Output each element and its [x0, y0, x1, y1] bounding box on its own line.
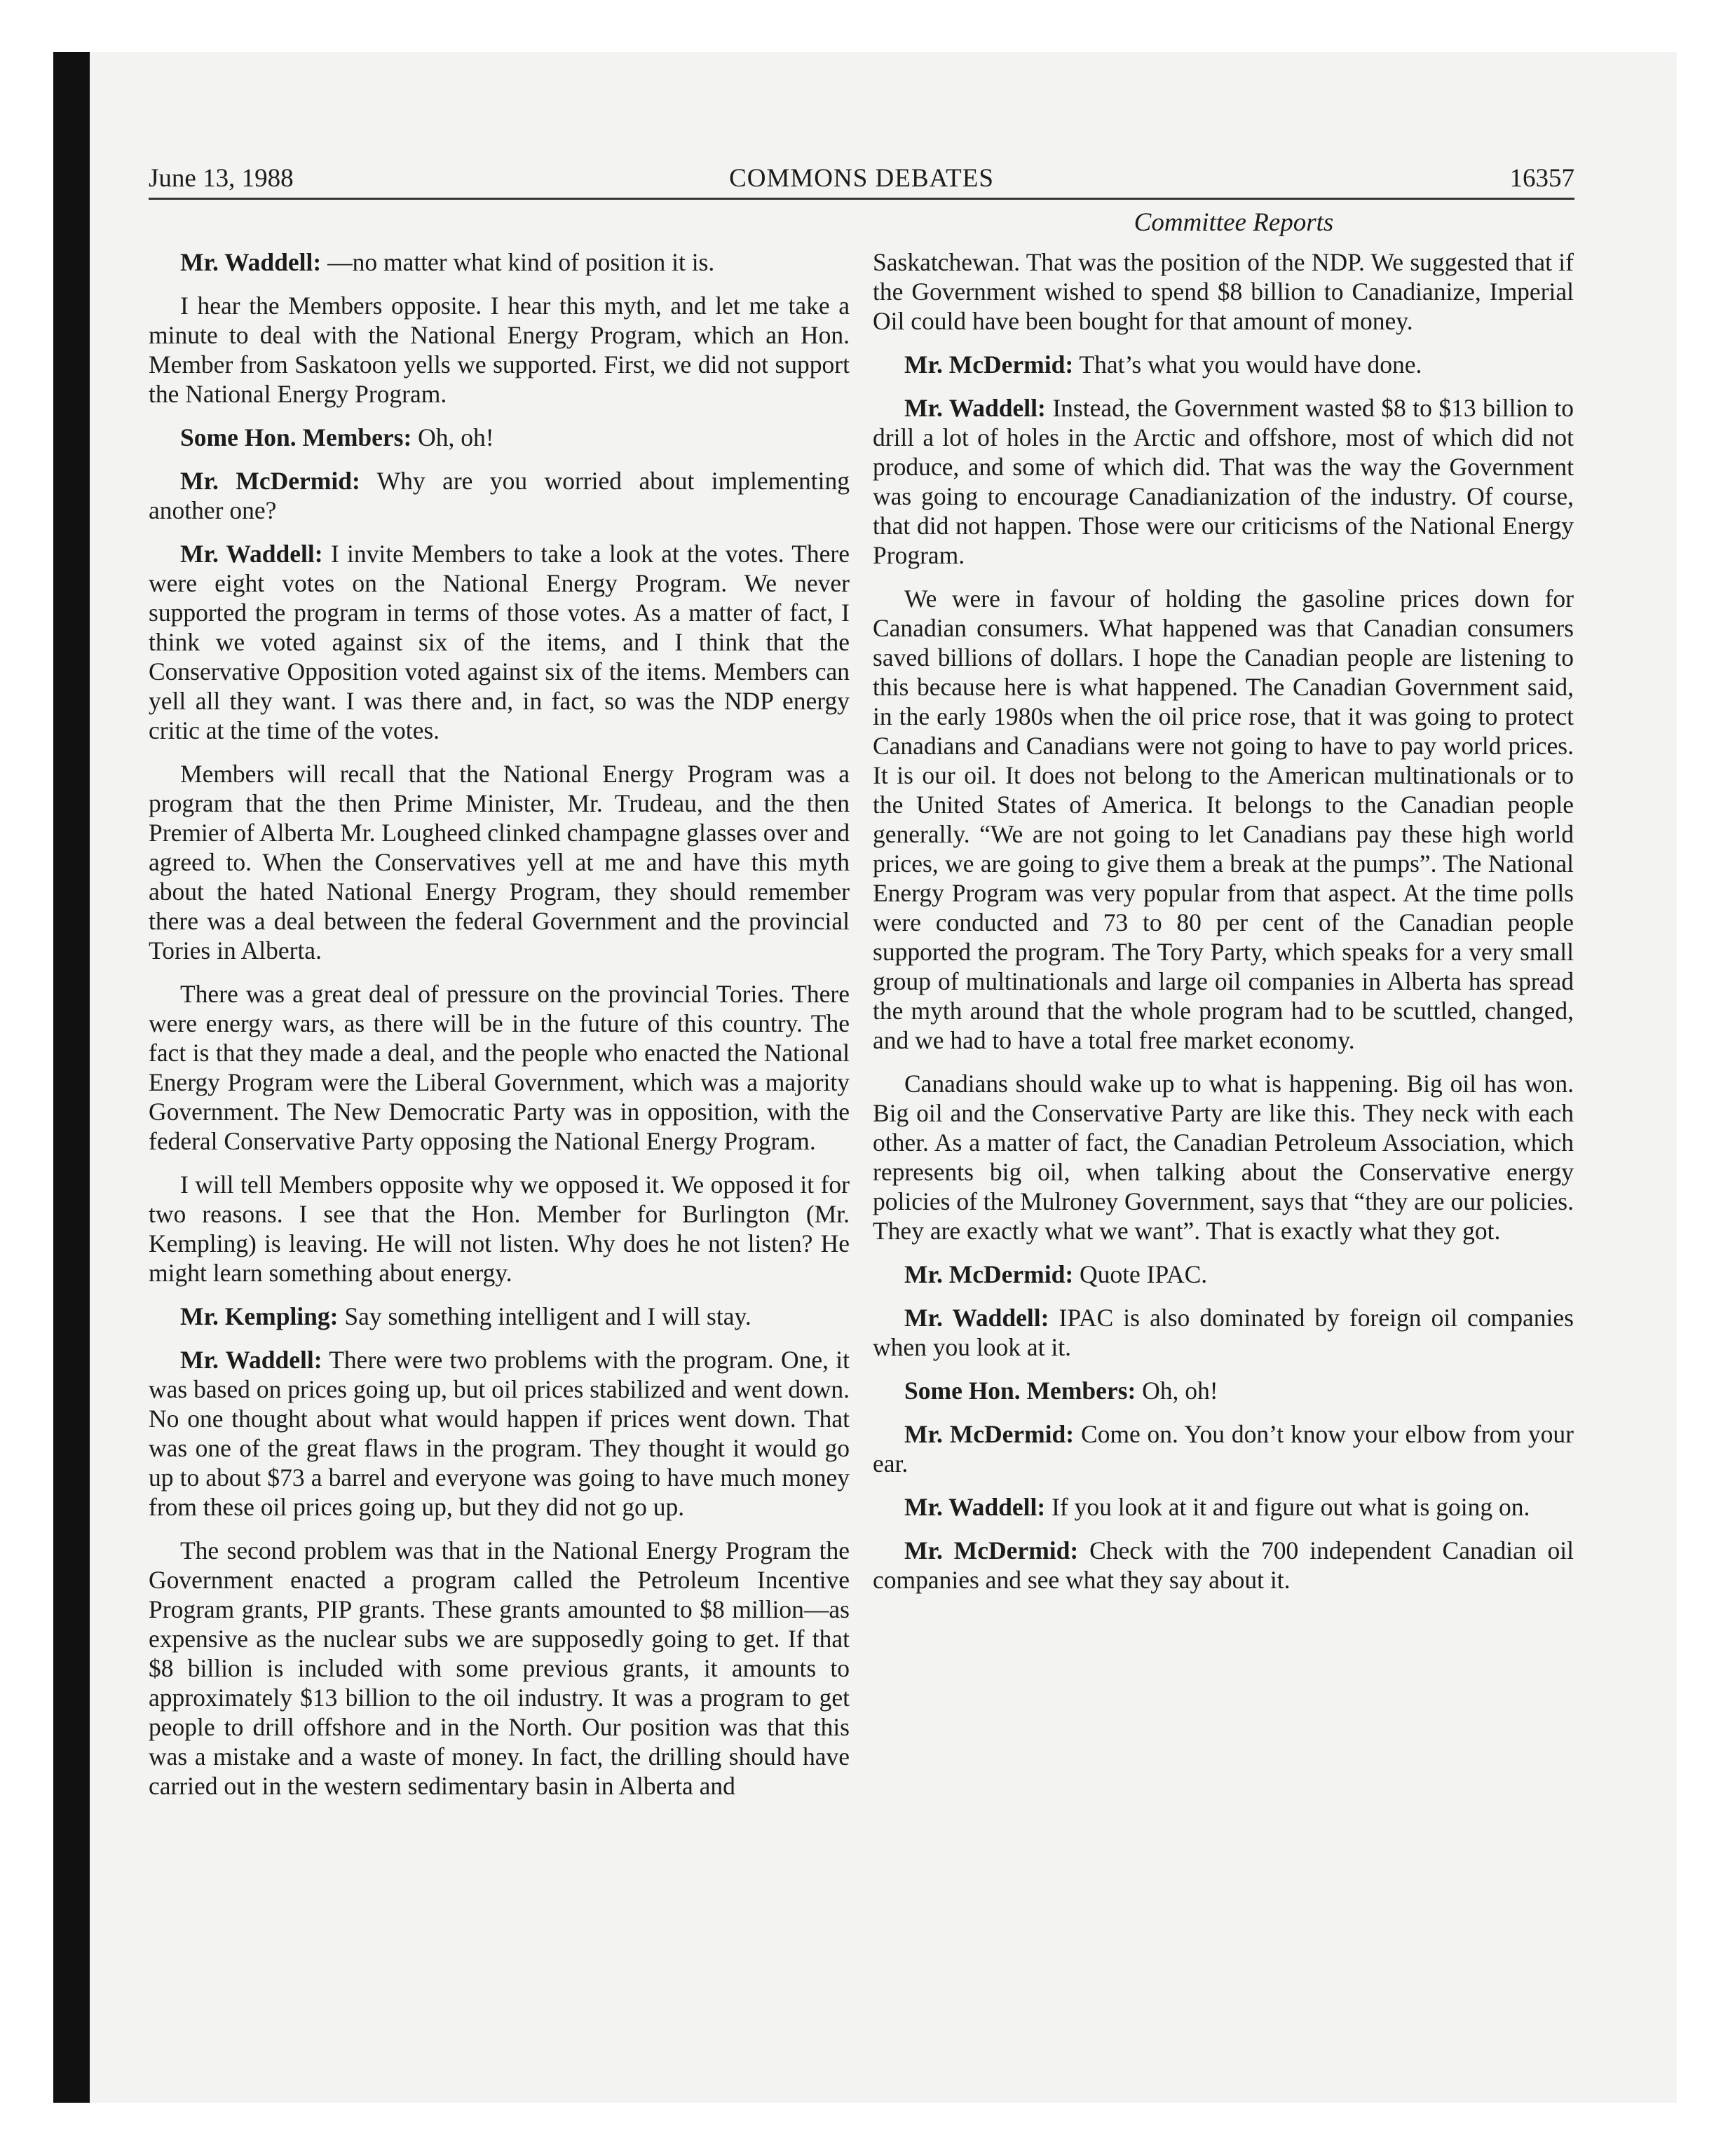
paragraph-text: Say something intelligent and I will stay.: [338, 1302, 751, 1330]
speaker-name: Mr. Kempling:: [180, 1302, 339, 1330]
paragraph-text: I will tell Members opposite why we opposed it. We opposed it for two reasons. I see that the Hon. Member for Burlington (Mr. Kempling) is leaving. He will not listen. Why does he not listen? He might learn something about energy.: [149, 1171, 850, 1287]
paragraph: [149, 1536, 850, 1801]
speaker-name: Mr. McDermid:: [904, 1536, 1079, 1564]
paragraph: [149, 247, 850, 277]
header-date: June 13, 1988: [149, 164, 294, 193]
header-page-number: 16357: [1509, 164, 1574, 193]
section-title: Committee Reports: [1134, 208, 1334, 237]
paragraph-text: That’s what you would have done.: [1073, 350, 1422, 378]
paragraph-text: I invite Members to take a look at the votes. There were eight votes on the National Energy Program. We never supported the program in terms of those votes. As a matter of fact, I think we voted against six of the items, and I think that the Conservative Opposition voted against six of the items. Members can yell all they want. I was there and, in fact, so was the NDP energy critic at the time of the votes.: [149, 540, 850, 744]
paragraph: [149, 1302, 850, 1331]
paragraph: [149, 979, 850, 1156]
speaker-name: Mr. Waddell:: [904, 394, 1046, 422]
paragraph: [873, 1069, 1574, 1246]
speaker-name: Mr. Waddell:: [904, 1304, 1049, 1332]
speaker-name: Mr. Waddell:: [180, 540, 323, 568]
paragraph: [149, 466, 850, 525]
paragraph: [873, 1419, 1574, 1478]
paragraph-text: There were two problems with the program. One, it was based on prices going up, but oil prices stabilized and went down. No one thought about what would happen if prices went down. That was one of the great flaws in the program. They thought it would go up to about $73 a barrel and everyone was going to have much money from these oil prices going up, but they did not go up.: [149, 1346, 850, 1521]
paragraph-text: We were in favour of holding the gasoline prices down for Canadian consumers. What happened was that Canadian consumers saved billions of dollars. I hope the Canadian people are listening to this because here is what happened. The Canadian Government said, in the early 1980s when the oil price rose, that it was going to protect Canadians and Canadians were not going to have to pay world prices. It is our oil. It does not belong to the American multinationals or to the United States of America. It belongs to the Canadian people generally. “We are not going to let Canadians pay these high world prices, we are going to give them a break at the pumps”. The National Energy Program was very popular from that aspect. At the time polls were conducted and 73 to 80 per cent of the Canadian people supported the program. The Tory Party, which speaks for a very small group of multinationals and large oil companies in Alberta has spread the myth around that the whole program had to be scuttled, changed, and we had to have a total free market economy.: [873, 585, 1574, 1054]
paragraph-text: Members will recall that the National Energy Program was a program that the then Prime Minister, Mr. Trudeau, and the then Premier of Alberta Mr. Lougheed clinked champagne glasses over and agreed to. When the Conservatives yell at me and have this myth about the hated National Energy Program, they should remember there was a deal between the federal Government and the provincial Tories in Alberta.: [149, 760, 850, 964]
paragraph: [873, 393, 1574, 570]
paragraph-text: Check with the 700 independent Canadian oil companies and see what they say about it.: [873, 1536, 1574, 1594]
speaker-name: Mr. Waddell:: [180, 248, 322, 276]
paragraph: [873, 584, 1574, 1055]
paragraph-text: I hear the Members opposite. I hear this myth, and let me take a minute to deal with the National Energy Program, which an Hon. Member from Saskatoon yells we supported. First, we did not support the National Energy Program.: [149, 292, 850, 408]
paragraph: [149, 423, 850, 452]
speaker-name: Mr. Waddell:: [180, 1346, 322, 1374]
right-column: [873, 247, 1574, 1609]
paragraph: [873, 1536, 1574, 1595]
paragraph: [873, 1376, 1574, 1405]
paragraph-text: Instead, the Government wasted $8 to $13 billion to drill a lot of holes in the Arctic and offshore, most of which did not produce, and some of which did. That was the way the Government was going to encourage Canadianization of the industry. Of course, that did not happen. Those were our criticisms of the National Energy Program.: [873, 394, 1574, 569]
paragraph-text: IPAC is also dominated by foreign oil companies when you look at it.: [873, 1304, 1574, 1361]
paragraph-continued: [873, 247, 1574, 336]
paragraph: [873, 1260, 1574, 1289]
speaker-name: Mr. McDermid:: [180, 467, 360, 495]
page-header: [149, 156, 1574, 200]
header-title: COMMONS DEBATES: [729, 164, 994, 193]
paragraph-text: Oh, oh!: [1136, 1377, 1218, 1405]
paragraph: [149, 1345, 850, 1522]
paragraph-text: Oh, oh!: [411, 423, 494, 451]
speaker-name: Mr. McDermid:: [904, 1420, 1075, 1448]
speaker-name: Mr. Waddell:: [904, 1493, 1046, 1521]
paragraph-text: Come on. You don’t know your elbow from your ear.: [873, 1420, 1574, 1478]
paragraph-text: Canadians should wake up to what is happening. Big oil has won. Big oil and the Conservative Party are like this. They neck with each other. As a matter of fact, the Canadian Petroleum Association, which represents big oil, when talking about the Conservative energy policies of the Mulroney Government, says that “they are our policies. They are exactly what we want”. That is exactly what they got.: [873, 1070, 1574, 1245]
paragraph-text: Quote IPAC.: [1073, 1260, 1208, 1288]
paragraph: [149, 759, 850, 965]
speaker-name: Mr. McDermid:: [904, 1260, 1074, 1288]
paragraph: [873, 1303, 1574, 1362]
paragraph: [873, 1492, 1574, 1522]
paragraph: [149, 539, 850, 745]
speaker-name: Some Hon. Members:: [904, 1377, 1136, 1405]
paragraph-text: Why are you worried about implementing another one?: [149, 467, 850, 524]
paragraph: [873, 350, 1574, 379]
speaker-name: Some Hon. Members:: [180, 423, 412, 451]
left-column: [149, 247, 850, 1815]
paragraph-text: If you look at it and figure out what is going on.: [1045, 1493, 1530, 1521]
paragraph-text: —no matter what kind of position it is.: [321, 248, 715, 276]
paragraph-text: Saskatchewan. That was the position of the NDP. We suggested that if the Government wished to spend $8 billion to Canadianize, Imperial Oil could have been bought for that amount of money.: [873, 248, 1574, 335]
paragraph-text: There was a great deal of pressure on the provincial Tories. There were energy wars, as there will be in the future of this country. The fact is that they made a deal, and the people who enacted the National Energy Program were the Liberal Government, which was a majority Government. The New Democratic Party was in opposition, with the federal Conservative Party opposing the National Energy Program.: [149, 980, 850, 1155]
paragraph-text: The second problem was that in the National Energy Program the Government enacted a program called the Petroleum Incentive Program grants, PIP grants. These grants amounted to $8 million—as expensive as the nuclear subs we are supposedly going to get. If that $8 billion is included with some previous grants, it amounts to approximately $13 billion to the oil industry. It was a program to get people to drill offshore and in the North. Our position was that this was a mistake and a waste of money. In fact, the drilling should have carried out in the western sedimentary basin in Alberta and: [149, 1536, 850, 1800]
paragraph: [149, 291, 850, 409]
binding-shadow: [53, 52, 90, 2103]
paragraph: [149, 1170, 850, 1288]
speaker-name: Mr. McDermid:: [904, 350, 1074, 378]
